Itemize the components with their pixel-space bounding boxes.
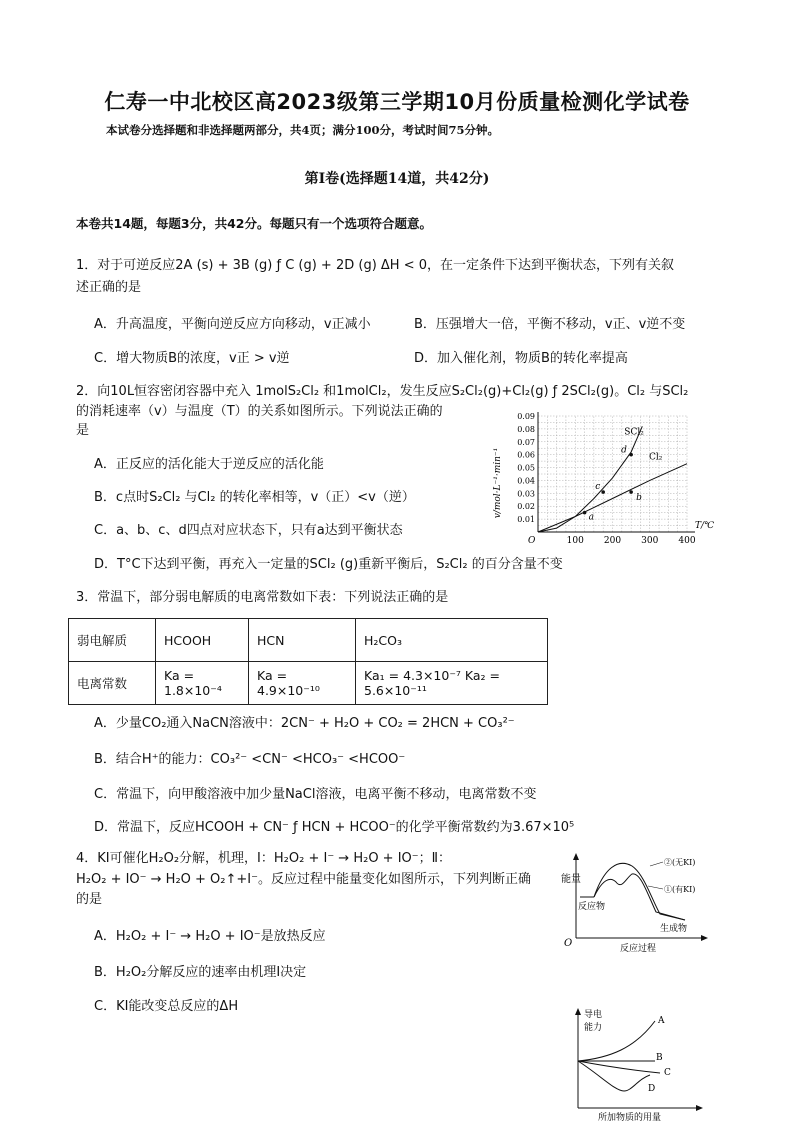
y-axis-label: v/mol·L⁻¹·min⁻¹ bbox=[493, 447, 503, 519]
section-instruction: 本卷共14题，每题3分，共42分。每题只有一个选项符合题意。 bbox=[76, 216, 432, 231]
curve-c bbox=[578, 1061, 660, 1073]
exam-subtitle: 本试卷分选择题和非选择题两部分，共4页；满分100分，考试时间75分钟。 bbox=[106, 123, 500, 137]
conductivity-chart bbox=[560, 1003, 710, 1123]
curve-d bbox=[578, 1061, 650, 1091]
q4-option-a[interactable]: A．H₂O₂ + I⁻ → H₂O + IO⁻是放热反应 bbox=[94, 929, 326, 944]
series-label-scl2: SCl₂ bbox=[624, 427, 644, 438]
q1-option-b[interactable]: B．压强增大一倍，平衡不移动，v正、v逆不变 bbox=[414, 317, 686, 332]
q4-stem-line3: 的是 bbox=[76, 892, 103, 907]
q2-option-d[interactable]: D．T°C下达到平衡，再充入一定量的SCl₂ (g)重新平衡后，S₂Cl₂ 的百分含量不变 bbox=[94, 557, 563, 572]
rate-temperature-chart bbox=[492, 408, 732, 543]
q4-option-b[interactable]: B．H₂O₂分解反应的速率由机理Ⅰ决定 bbox=[94, 965, 307, 980]
q3-stem: 3．常温下，部分弱电解质的电离常数如下表：下列说法正确的是 bbox=[76, 590, 449, 605]
point-d bbox=[629, 453, 633, 457]
x-axis-label: T/℃ bbox=[695, 521, 715, 531]
x-axis-arrow-icon bbox=[696, 1105, 703, 1111]
table-header-cell: HCN bbox=[249, 619, 356, 662]
y-axis-arrow-icon bbox=[573, 853, 579, 860]
series-label-c: C bbox=[664, 1068, 671, 1078]
origin-label: O bbox=[564, 938, 573, 949]
table-cell: Ka = 1.8×10⁻⁴ bbox=[156, 662, 249, 705]
q1-option-c[interactable]: C．增大物质B的浓度，v正 > v逆 bbox=[94, 351, 290, 366]
q2-option-b[interactable]: B．c点时S₂Cl₂ 与Cl₂ 的转化率相等，v（正）<v（逆） bbox=[94, 490, 415, 505]
q1-option-a[interactable]: A．升高温度，平衡向逆反应方向移动，v正减小 bbox=[94, 317, 371, 332]
point-label-c: c bbox=[595, 482, 601, 493]
y-axis-label-line1: 导电 bbox=[584, 1010, 603, 1020]
origin-label: O bbox=[528, 536, 536, 543]
q2-option-c[interactable]: C．a、b、c、d四点对应状态下，只有a达到平衡状态 bbox=[94, 523, 403, 538]
q2-stem-line2: 的消耗速率（v）与温度（T）的关系如图所示。下列说法正确的 bbox=[76, 404, 443, 419]
y-axis-label-line2: 能力 bbox=[584, 1023, 603, 1033]
y-tick-label: 0.08 bbox=[517, 424, 535, 434]
q4-option-c[interactable]: C．KI能改变总反应的ΔH bbox=[94, 999, 239, 1014]
table-row bbox=[69, 662, 548, 705]
section-title: 第Ⅰ卷(选择题14道，共42分) bbox=[304, 171, 490, 187]
point-a bbox=[583, 511, 587, 515]
point-b bbox=[629, 490, 633, 494]
x-axis-label: 反应过程 bbox=[620, 944, 657, 954]
series-label-a: A bbox=[658, 1016, 665, 1026]
y-tick-label: 0.09 bbox=[517, 412, 535, 421]
x-axis-arrow-icon bbox=[701, 935, 708, 941]
table-row-label: 弱电解质 bbox=[69, 619, 156, 662]
y-tick-label: 0.07 bbox=[517, 437, 535, 447]
table-cell: Ka = 4.9×10⁻¹⁰ bbox=[249, 662, 356, 705]
x-tick-label: 400 bbox=[678, 536, 696, 543]
q4-stem-line2: H₂O₂ + IO⁻ → H₂O + O₂↑+I⁻。反应过程中能量变化如图所示，下列判断正确 bbox=[76, 872, 531, 887]
ionization-constant-table bbox=[68, 618, 548, 705]
x-tick-label: 100 bbox=[566, 536, 584, 543]
y-tick-label: 0.06 bbox=[517, 450, 535, 460]
series-label-d: D bbox=[648, 1084, 656, 1094]
energy-profile-chart bbox=[560, 850, 710, 955]
y-axis-arrow-icon bbox=[575, 1008, 581, 1015]
point-c bbox=[601, 490, 605, 494]
q1-option-d[interactable]: D．加入催化剂，物质B的转化率提高 bbox=[414, 351, 628, 366]
q3-option-c[interactable]: C．常温下，向甲酸溶液中加少量NaCl溶液，电离平衡不移动，电离常数不变 bbox=[94, 787, 537, 802]
leader-line bbox=[648, 886, 663, 889]
q3-option-d[interactable]: D．常温下，反应HCOOH + CN⁻ ƒ HCN + HCOO⁻的化学平衡常数约为3.67×10⁵ bbox=[94, 820, 575, 835]
q1-stem-line2: 述正确的是 bbox=[76, 280, 142, 295]
table-row bbox=[69, 619, 548, 662]
leader-line bbox=[650, 862, 663, 866]
table-header-cell: HCOOH bbox=[156, 619, 249, 662]
q1-stem-line1: 1．对于可逆反应2A (s) + 3B (g) ƒ C (g) + 2D (g) ΔH < 0，在一定条件下达到平衡状态，下列有关叙 bbox=[76, 258, 675, 273]
table-cell: Ka₁ = 4.3×10⁻⁷ Ka₂ = 5.6×10⁻¹¹ bbox=[356, 662, 548, 705]
x-tick-label: 300 bbox=[641, 536, 659, 543]
q3-option-b[interactable]: B．结合H⁺的能力：CO₃²⁻ <CN⁻ <HCO₃⁻ <HCOO⁻ bbox=[94, 752, 406, 767]
curve-with-ki bbox=[594, 874, 685, 920]
table-row-label: 电离常数 bbox=[69, 662, 156, 705]
curve-label-no-ki: ②(无KI) bbox=[664, 858, 696, 867]
q2-stem-line1: 2．向10L恒容密闭容器中充入 1molS₂Cl₂ 和1molCl₂，发生反应S₂Cl₂(g)+Cl₂(g) ƒ 2SCl₂(g)。Cl₂ 与SCl₂ bbox=[76, 384, 689, 399]
point-label-a: a bbox=[588, 512, 594, 523]
y-tick-label: 0.05 bbox=[517, 463, 535, 473]
series-label-b: B bbox=[656, 1053, 663, 1063]
exam-title: 仁寿一中北校区高2023级第三学期10月份质量检测化学试卷 bbox=[104, 90, 690, 114]
q3-option-a[interactable]: A．少量CO₂通入NaCN溶液中：2CN⁻ + H₂O + CO₂ = 2HCN + CO₃²⁻ bbox=[94, 716, 515, 731]
curve-label-with-ki: ①(有KI) bbox=[664, 885, 696, 894]
point-label-d: d bbox=[621, 445, 627, 456]
q2-stem-line3: 是 bbox=[76, 423, 90, 438]
y-axis-label: 能量 bbox=[561, 874, 581, 885]
y-tick-label: 0.04 bbox=[517, 476, 535, 486]
table-header-cell: H₂CO₃ bbox=[356, 619, 548, 662]
y-tick-label: 0.01 bbox=[517, 515, 535, 525]
point-label-b: b bbox=[636, 493, 642, 504]
series-label-cl2: Cl₂ bbox=[649, 452, 663, 463]
x-tick-label: 200 bbox=[603, 536, 622, 543]
q4-stem-line1: 4．KI可催化H₂O₂分解，机理，Ⅰ：H₂O₂ + I⁻ → H₂O + IO⁻；Ⅱ： bbox=[76, 851, 452, 866]
y-tick-label: 0.02 bbox=[517, 502, 535, 512]
q2-option-a[interactable]: A．正反应的活化能大于逆反应的活化能 bbox=[94, 457, 324, 472]
product-label: 生成物 bbox=[660, 924, 688, 934]
y-tick-label: 0.03 bbox=[517, 489, 535, 499]
x-axis-label: 所加物质的用量 bbox=[598, 1113, 662, 1123]
reactant-label: 反应物 bbox=[578, 902, 606, 912]
